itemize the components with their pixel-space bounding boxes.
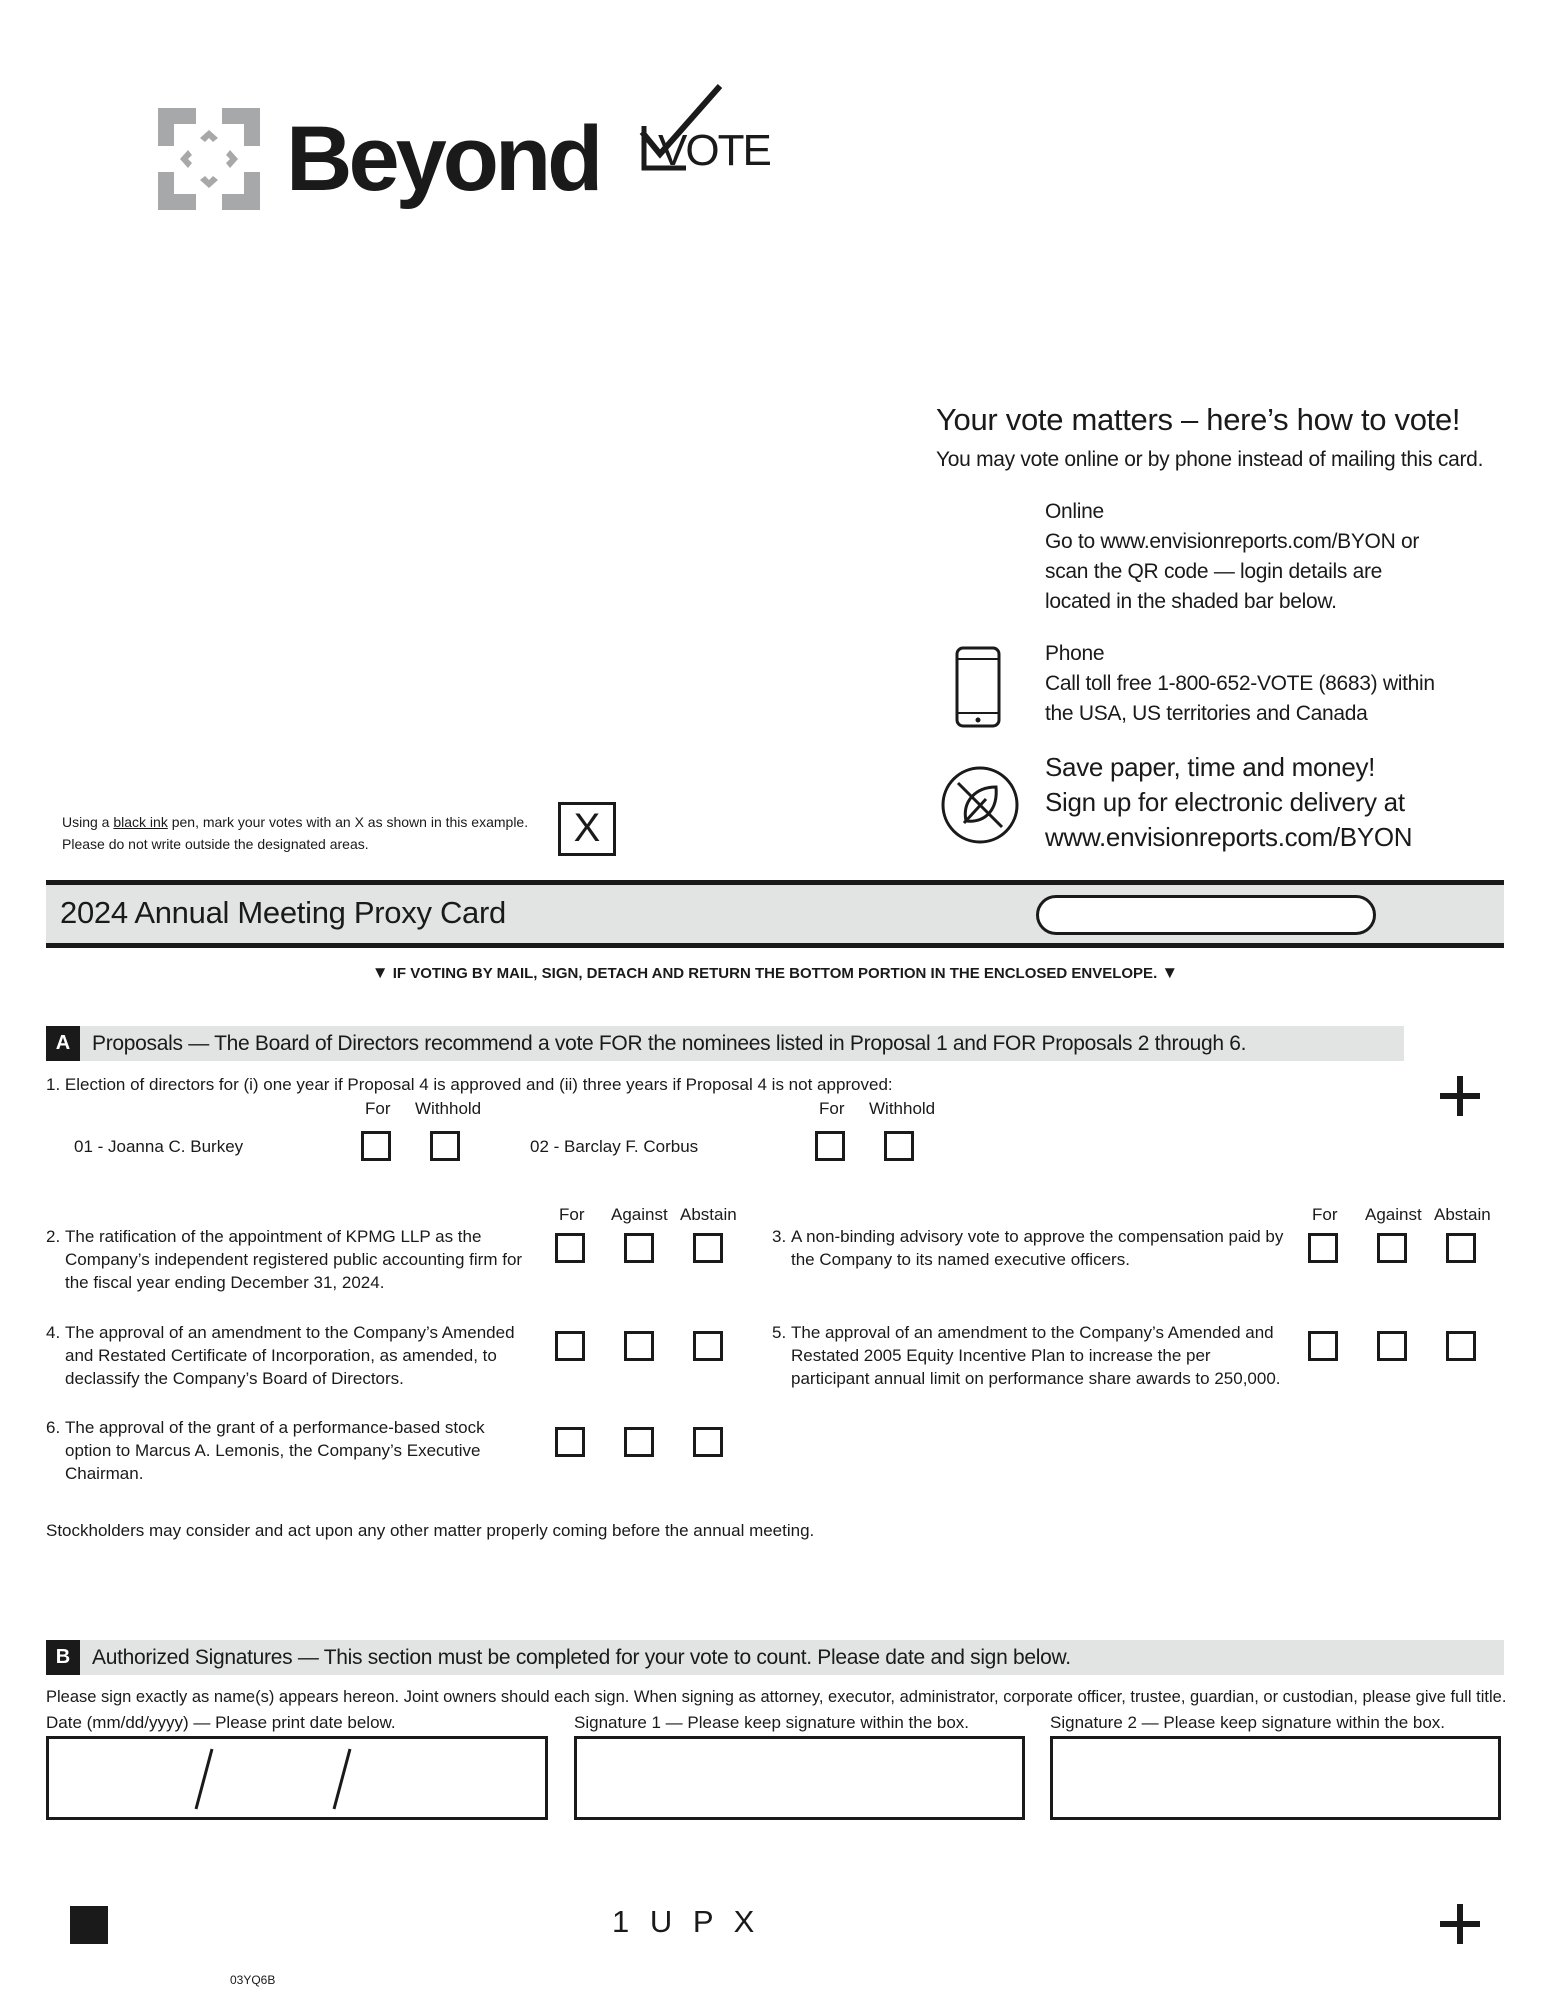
vote-logo-text: VOTE xyxy=(658,126,770,175)
crosshair-icon xyxy=(1440,1076,1480,1116)
example-mark-box xyxy=(558,802,616,856)
section-a-title: Proposals — The Board of Directors recommend a vote FOR the nominees listed in Proposal 1 and FOR Proposals 2 through 6. xyxy=(92,1032,1247,1055)
signature-1-field[interactable] xyxy=(574,1736,1025,1820)
section-b-header xyxy=(46,1640,1504,1675)
proposal-2-abstain-checkbox[interactable] xyxy=(693,1233,723,1263)
section-b-title: Authorized Signatures — This section must be completed for your vote to count. Please date and sign below. xyxy=(92,1646,1071,1669)
proposal-3-abstain-checkbox[interactable] xyxy=(1446,1233,1476,1263)
proposal-line: the fiscal year ending December 31, 2024. xyxy=(65,1273,385,1292)
proposal-2-text xyxy=(46,1225,536,1294)
proposal-line: Chairman. xyxy=(65,1464,144,1483)
leaf-icon xyxy=(940,765,1020,845)
proposal-line xyxy=(772,1225,1292,1248)
abstain-header: Abstain xyxy=(680,1205,737,1224)
date-field[interactable] xyxy=(46,1736,548,1820)
phone-icon xyxy=(954,645,1002,729)
proposal-line xyxy=(46,1321,536,1344)
proposal-5-abstain-checkbox[interactable] xyxy=(1446,1331,1476,1361)
online-line: Go to www.envisionreports.com/BYON or xyxy=(1045,530,1420,553)
proposal-2-for-checkbox[interactable] xyxy=(555,1233,585,1263)
nominee-02-withhold-checkbox[interactable] xyxy=(884,1131,914,1161)
proposal-line-text: A non-binding advisory vote to approve the compensation paid by xyxy=(791,1227,1284,1246)
vote-logo xyxy=(638,82,788,192)
proposal-3-for-checkbox[interactable] xyxy=(1308,1233,1338,1263)
date-slash-separators xyxy=(49,1739,544,1816)
proposal-line: the Company to its named executive officers. xyxy=(791,1250,1130,1269)
proposal-5-against-checkbox[interactable] xyxy=(1377,1331,1407,1361)
edelivery-line: Sign up for electronic delivery at xyxy=(1045,787,1405,817)
proposal-3-text xyxy=(772,1225,1292,1271)
card-title-bar xyxy=(46,880,1504,948)
proposal-6-abstain-checkbox[interactable] xyxy=(693,1427,723,1457)
proposal-4-text xyxy=(46,1321,536,1390)
signature-2-field[interactable] xyxy=(1050,1736,1501,1820)
phone-label: Phone xyxy=(1045,642,1105,665)
proposal-line: option to Marcus A. Lemonis, the Company’s Executive xyxy=(65,1441,481,1460)
signature-2-label: Signature 2 — Please keep signature within the box. xyxy=(1050,1713,1446,1732)
nominee-02: 02 - Barclay F. Corbus xyxy=(530,1137,699,1156)
how-to-vote-subtitle: You may vote online or by phone instead of mailing this card. xyxy=(936,448,1484,471)
instruction-emphasis: black ink xyxy=(113,814,168,830)
footer-code: 1 U P X xyxy=(612,1904,761,1939)
phone-line: the USA, US territories and Canada xyxy=(1045,702,1368,725)
against-header: Against xyxy=(611,1205,668,1224)
against-header: Against xyxy=(1365,1205,1422,1224)
nominee-01: 01 - Joanna C. Burkey xyxy=(74,1137,244,1156)
section-a-badge: A xyxy=(46,1026,80,1061)
proposal-line-text: The ratification of the appointment of KPMG LLP as the xyxy=(65,1227,482,1246)
control-number-field xyxy=(1036,895,1376,935)
crosshair-v-bar xyxy=(1457,1904,1463,1944)
proposal-number: 6. xyxy=(46,1418,61,1437)
instruction-line2: Please do not write outside the designated areas. xyxy=(62,836,369,852)
withhold-header: Withhold xyxy=(869,1099,936,1118)
abstain-header: Abstain xyxy=(1434,1205,1491,1224)
card-title: 2024 Annual Meeting Proxy Card xyxy=(60,895,506,930)
date-label: Date (mm/dd/yyyy) — Please print date below. xyxy=(46,1713,396,1732)
nominee-02-for-checkbox[interactable] xyxy=(815,1131,845,1161)
proposal-line xyxy=(46,1416,536,1439)
section-b-badge: B xyxy=(46,1640,80,1675)
detach-text: IF VOTING BY MAIL, SIGN, DETACH AND RETURN THE BOTTOM PORTION IN THE ENCLOSED ENVELOPE. xyxy=(392,965,1158,982)
proposal-number: 2. xyxy=(46,1227,61,1246)
crosshair-icon xyxy=(1440,1904,1480,1944)
signature-1-label: Signature 1 — Please keep signature within the box. xyxy=(574,1713,970,1732)
instruction-suffix: pen, mark your votes with an X as shown in this example. xyxy=(167,814,529,830)
triangle-down-icon: ▼ xyxy=(1161,963,1179,982)
proposal-4-for-checkbox[interactable] xyxy=(555,1331,585,1361)
for-header: For xyxy=(819,1099,845,1118)
withhold-header: Withhold xyxy=(415,1099,482,1118)
proposal-1-text: 1. Election of directors for (i) one year if Proposal 4 is approved and (ii) three years if Proposal 4 is not approved: xyxy=(46,1075,893,1094)
edelivery-link[interactable]: www.envisionreports.com/BYON xyxy=(1045,822,1413,852)
proposal-5-for-checkbox[interactable] xyxy=(1308,1331,1338,1361)
proposal-line-text: The approval of an amendment to the Company’s Amended xyxy=(65,1323,515,1342)
proposal-line-text: The approval of the grant of a performance-based stock xyxy=(65,1418,485,1437)
signature-instruction: Please sign exactly as name(s) appears hereon. Joint owners should each sign. When signing as attorney, executor, administrator, corporate officer, trustee, guardian, or custodian, please give full title. xyxy=(46,1688,1507,1706)
registration-mark xyxy=(70,1906,108,1944)
logo-wordmark: Beyond xyxy=(286,108,600,210)
form-id: 03YQ6B xyxy=(230,1973,276,1987)
proposal-line: declassify the Company’s Board of Directors. xyxy=(65,1369,404,1388)
proposal-line: Company’s independent registered public accounting firm for xyxy=(65,1250,523,1269)
proposal-2-against-checkbox[interactable] xyxy=(624,1233,654,1263)
for-header: For xyxy=(365,1099,391,1118)
instruction-prefix: Using a xyxy=(62,814,114,830)
edelivery-line: Save paper, time and money! xyxy=(1045,752,1376,782)
detach-instruction xyxy=(0,963,1550,983)
online-line: scan the QR code — login details are xyxy=(1045,560,1383,583)
phone-line: Call toll free 1-800-652-VOTE (8683) within xyxy=(1045,672,1435,695)
nominee-01-for-checkbox[interactable] xyxy=(361,1131,391,1161)
proposal-line xyxy=(772,1321,1292,1344)
ink-instructions xyxy=(62,811,528,855)
crosshair-v-bar xyxy=(1457,1076,1463,1116)
proposal-number: 3. xyxy=(772,1227,787,1246)
nominee-01-withhold-checkbox[interactable] xyxy=(430,1131,460,1161)
proposal-number: 5. xyxy=(772,1323,787,1342)
proposal-5-text xyxy=(772,1321,1292,1390)
proposal-6-against-checkbox[interactable] xyxy=(624,1427,654,1457)
proposal-6-text xyxy=(46,1416,536,1485)
for-header: For xyxy=(1312,1205,1338,1224)
how-to-vote-title: Your vote matters – here’s how to vote! xyxy=(936,402,1461,437)
other-matters-text: Stockholders may consider and act upon any other matter properly coming before the annual meeting. xyxy=(46,1521,815,1540)
beyond-logo-icon xyxy=(158,108,260,210)
proposal-4-against-checkbox[interactable] xyxy=(624,1331,654,1361)
proposal-4-abstain-checkbox[interactable] xyxy=(693,1331,723,1361)
online-line: located in the shaded bar below. xyxy=(1045,590,1337,613)
example-x-mark: X xyxy=(573,806,601,850)
for-header: For xyxy=(559,1205,585,1224)
proposal-line: participant annual limit on performance share awards to 250,000. xyxy=(791,1369,1281,1388)
proposal-line: Restated 2005 Equity Incentive Plan to increase the per xyxy=(791,1346,1211,1365)
proposal-6-for-checkbox[interactable] xyxy=(555,1427,585,1457)
company-logo xyxy=(158,108,798,218)
proposal-line: and Restated Certificate of Incorporation, as amended, to xyxy=(65,1346,497,1365)
triangle-down-icon: ▼ xyxy=(371,963,389,982)
section-a-header xyxy=(46,1026,1404,1061)
proposal-number: 4. xyxy=(46,1323,61,1342)
proposal-line-text: The approval of an amendment to the Company’s Amended and xyxy=(791,1323,1274,1342)
online-label: Online xyxy=(1045,500,1104,523)
proposal-line xyxy=(46,1225,536,1248)
proposal-3-against-checkbox[interactable] xyxy=(1377,1233,1407,1263)
